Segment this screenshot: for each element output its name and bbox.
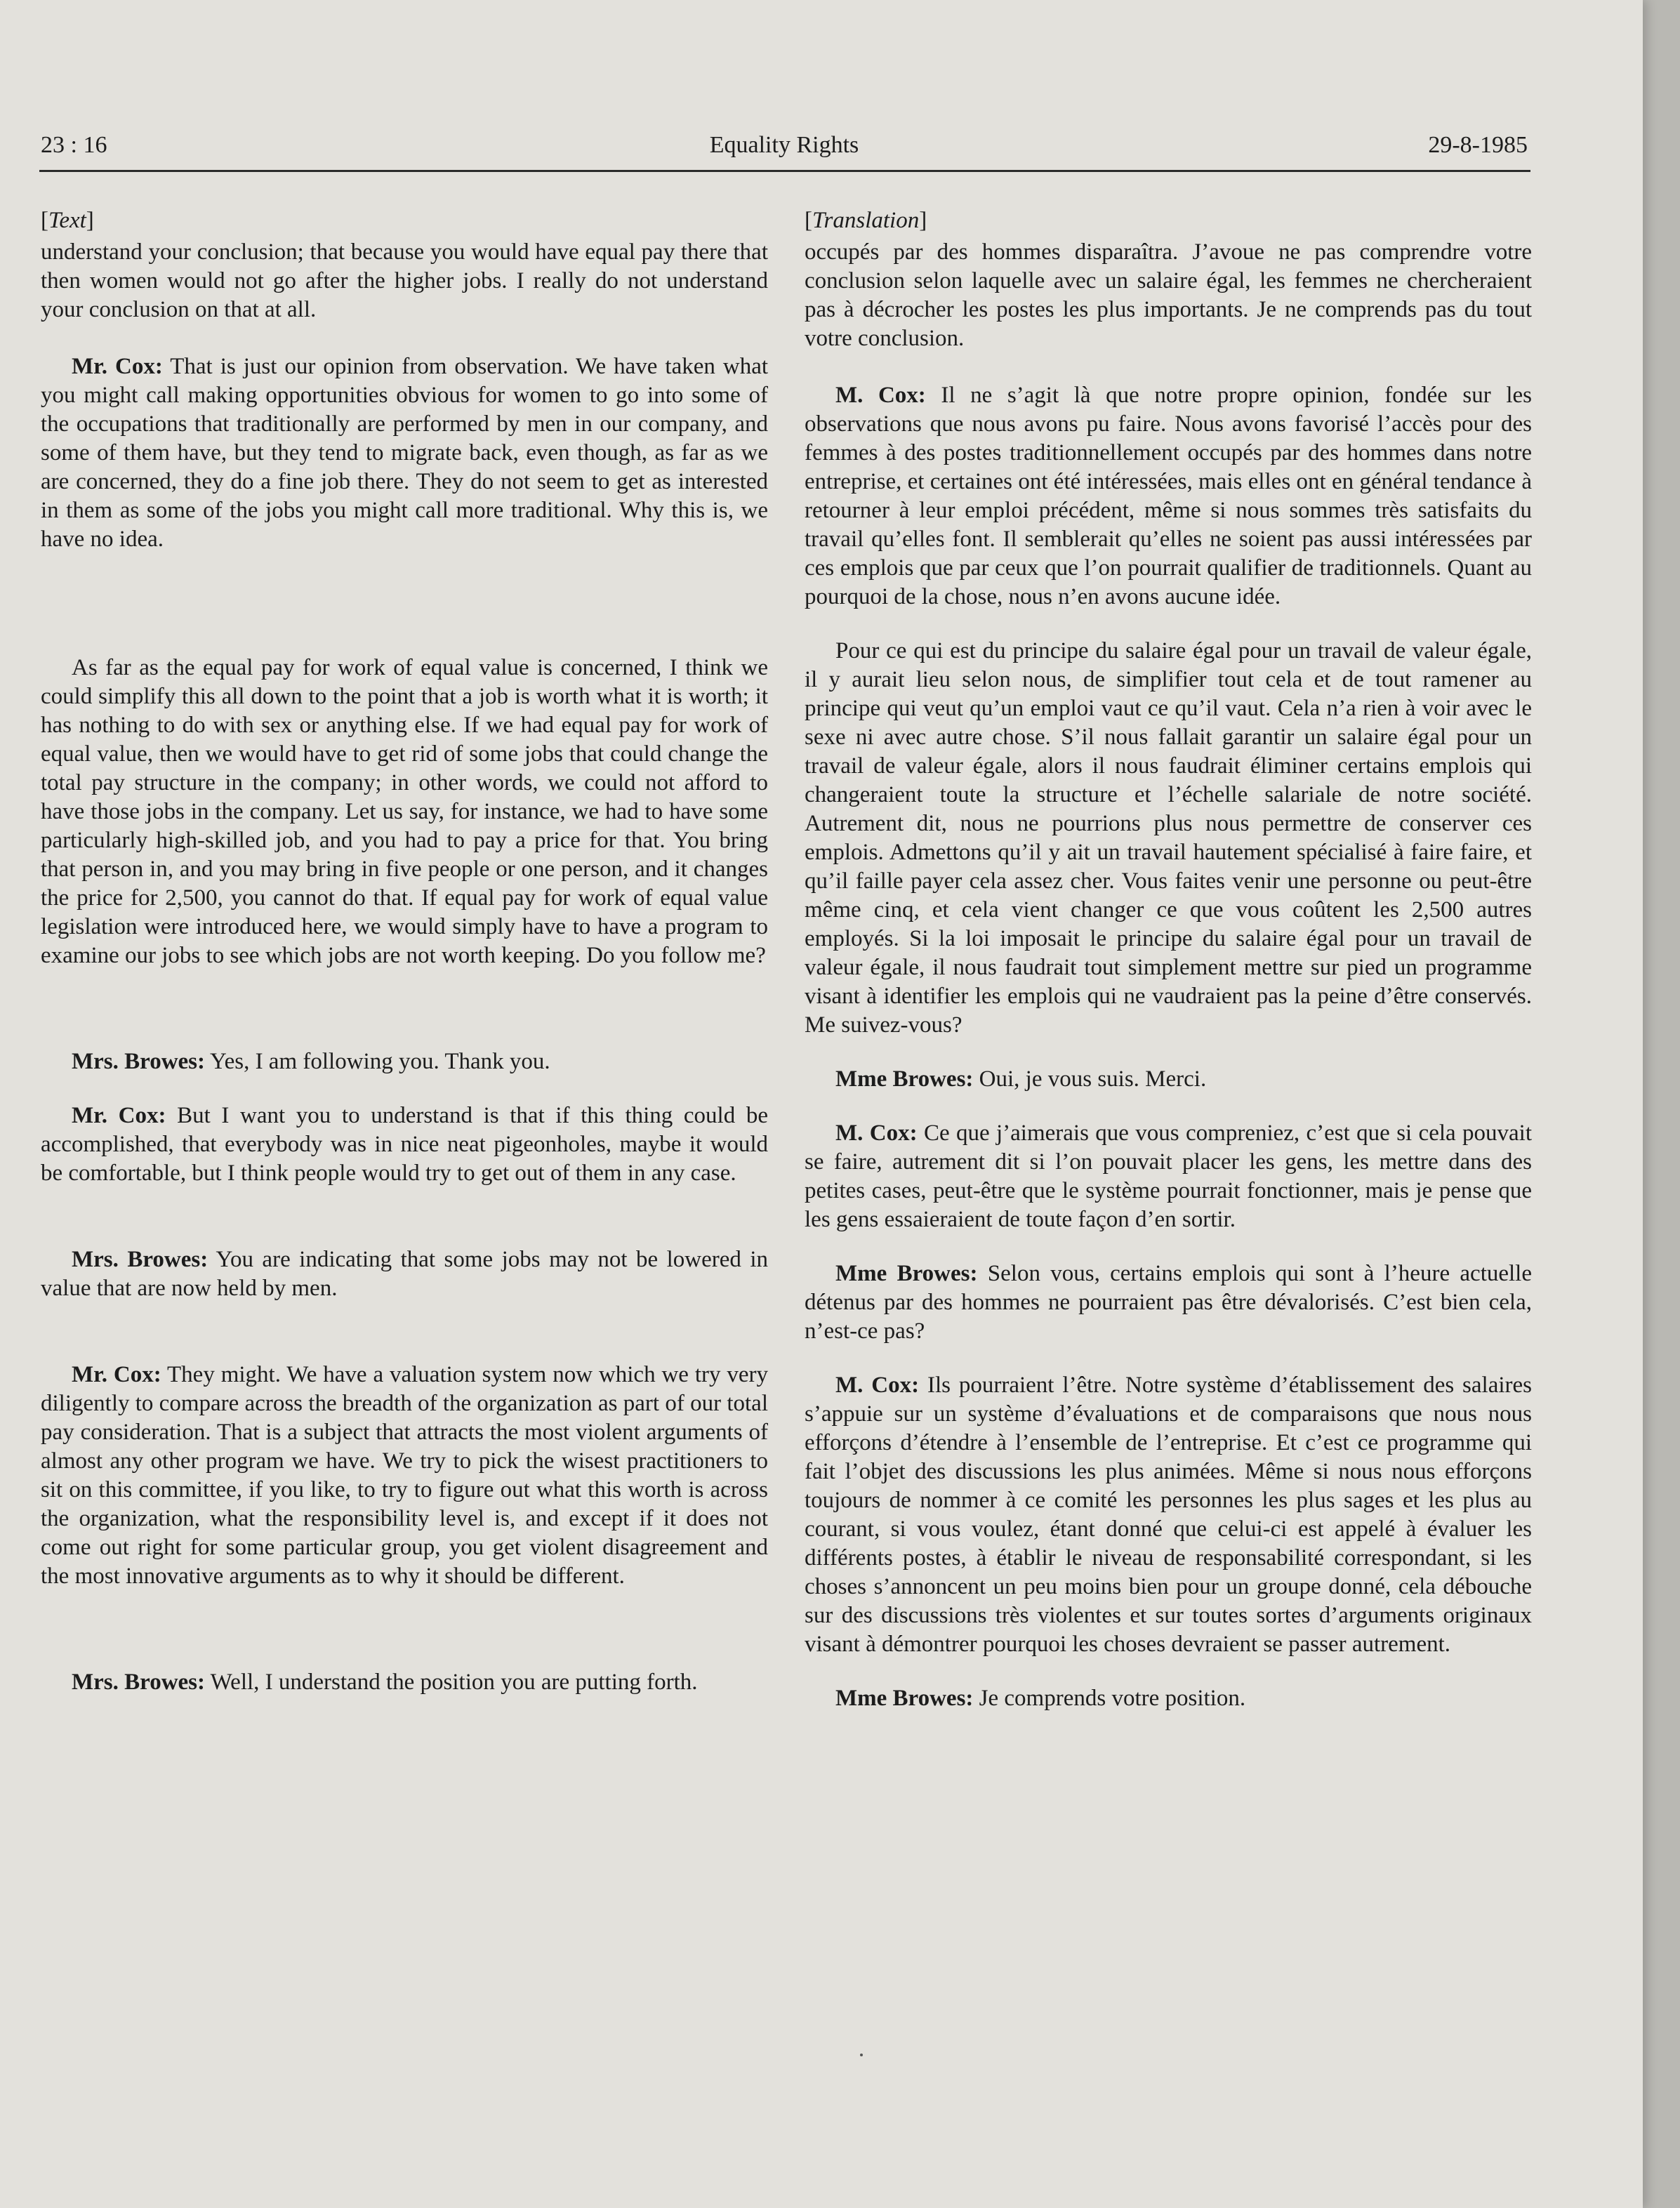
paragraph: Mrs. Browes: Well, I understand the position you are putting forth. bbox=[72, 1670, 698, 1695]
paragraph: M. Cox: Ils pourraient l’être. Notre système d’établissement des salaires s’appuie sur un système d’évaluations et de comparaisons que nous nous efforçons d’étendre à l’ensemble de l’entreprise. Et c’est ce programme qui fait l’objet des discussions les plus animées. Même si nous nous efforçons toujours de nommer à ce comité les personnes les plus sages et les plus au courant, si vous voulez, étant donné que celui-ci est appelé à évaluer les différents postes, à établir le niveau de responsabilité correspondant, si les choses s’annoncent un peu moins bien pour un groupe donné, cela débouche sur des discussions très violentes et sur toutes sortes d’arguments originaux visant à démontrer pourquoi les choses devraient se passer autrement. bbox=[805, 1373, 1533, 1657]
speaker-name: Mrs. Browes: bbox=[72, 1247, 209, 1272]
paragraph: Mr. Cox: That is just our opinion from observation. We have taken what you might call making opportunities obvious for women to go into some of the occupations that traditionally are performed by men in our company, and some of them have, but they tend to migrate back, even though, as far as we are concerned, they do a fine job there. They do not seem to get as interested in them as some of the jobs you might call more traditional. Why this is, we have no idea. bbox=[41, 354, 769, 552]
column-heading-text: [Text] bbox=[41, 208, 94, 233]
page-speck bbox=[860, 2054, 863, 2056]
speaker-name: Mme Browes: bbox=[835, 1261, 978, 1286]
header-rule bbox=[39, 170, 1530, 172]
english-column bbox=[41, 206, 768, 1697]
speaker-name: Mrs. Browes: bbox=[72, 1049, 206, 1074]
speaker-name: Mr. Cox: bbox=[72, 354, 163, 379]
continuation-paragraph: understand your conclusion; that because you would have equal pay there that then women would not go after the higher jobs. I really do not understand your conclusion on that at all. bbox=[41, 239, 768, 322]
speaker-name: M. Cox: bbox=[835, 1373, 920, 1398]
paragraph: M. Cox: Ce que j’aimerais que vous compreniez, c’est que si cela pouvait se faire, autrement dit si l’on pouvait placer les gens, les mettre dans des petites cases, peut-être que le système pourrait fonctionner, mais je pense que les gens essaieraient de toute façon d’en sortir. bbox=[805, 1120, 1533, 1232]
paragraph: Mrs. Browes: You are indicating that some jobs may not be lowered in value that are now held by men. bbox=[41, 1247, 768, 1301]
paragraph: Mr. Cox: But I want you to understand is that if this thing could be accomplished, that everybody was in nice neat pigeonholes, maybe it would be comfortable, but I think people would try to get out of them in any case. bbox=[41, 1103, 768, 1186]
continuation-paragraph: occupés par des hommes disparaîtra. J’avoue ne pas comprendre votre conclusion selon laquelle avec un salaire égal, les femmes ne chercheraient pas à décrocher les postes les plus importants. Je ne comprends pas du tout votre conclusion. bbox=[805, 239, 1532, 351]
paragraph: Mrs. Browes: Yes, I am following you. Thank you. bbox=[72, 1049, 550, 1074]
paragraph: Mme Browes: Je comprends votre position. bbox=[835, 1686, 1246, 1711]
speaker-name: M. Cox: bbox=[835, 383, 926, 408]
speaker-name: Mr. Cox: bbox=[72, 1362, 161, 1387]
paragraph: Mr. Cox: They might. We have a valuation system now which we try very diligently to compare across the breadth of the organization as part of our total pay consideration. That is a subject that attracts the most violent arguments of almost any other program we have. We try to pick the wisest practitioners to sit on this committee, if you like, to try to figure out what this worth is across the organization, what the responsibility level is, and except if it does not come out right for some particular group, you get violent disagreement and the most innovative arguments as to why it should be different. bbox=[41, 1362, 768, 1589]
paragraph: Mme Browes: Oui, je vous suis. Merci. bbox=[835, 1066, 1207, 1092]
paragraph: Mme Browes: Selon vous, certains emplois qui sont à l’heure actuelle détenus par des hommes ne pourraient pas être dévalorisés. C’est bien cela, n’est-ce pas? bbox=[805, 1261, 1532, 1344]
speaker-name: Mme Browes: bbox=[835, 1686, 974, 1711]
speaker-name: M. Cox: bbox=[835, 1120, 918, 1146]
header-date: 29-8-1985 bbox=[1428, 132, 1528, 158]
column-heading-translation: [Translation] bbox=[805, 208, 927, 233]
speaker-name: Mr. Cox: bbox=[72, 1103, 166, 1128]
paragraph: M. Cox: Il ne s’agit là que notre propre opinion, fondée sur les observations que nous avons pu faire. Nous avons favorisé l’accès pour des femmes à des postes traditionnellement occupés par des hommes dans notre entreprise, et certaines ont été intéressées, mais elles ont en général tendance à retourner à leur emploi précédent, même si nous sommes très satisfaits du travail qu’elles font. Il semblerait qu’elles ne soient pas aussi intéressées par ces emplois que par ceux que l’on pourrait qualifier de traditionnels. Quant au pourquoi de la chose, nous n’en avons aucune idée. bbox=[805, 383, 1533, 609]
running-title: Equality Rights bbox=[709, 132, 859, 158]
page-header bbox=[41, 132, 1528, 167]
french-column bbox=[805, 206, 1532, 1713]
page-number: 23 : 16 bbox=[41, 132, 107, 158]
speaker-name: Mme Browes: bbox=[835, 1066, 974, 1092]
paragraph: Pour ce qui est du principe du salaire égal pour un travail de valeur égale, il y aurait lieu selon nous, de simplifier tout cela et de tout ramener au principe qui veut qu’un emploi vaut ce qu’il vaut. Cela n’a rien à voir avec le sexe ni avec autre chose. S’il nous fallait garantir un salaire égal pour un travail de valeur égale, alors il nous faudrait éliminer certains emplois qui changeraient toute la structure et l’échelle salariale de notre société. Autrement dit, nous ne pourrions plus nous permettre de conserver ces emplois. Admettons qu’il y ait un travail hautement spécialisé à faire faire, et qu’il faille payer cela assez cher. Vous faites venir une personne ou peut-être même cinq, et cela vient changer ce que vous coûtent les 2,500 autres employés. Si la loi imposait le principe du salaire égal pour un travail de valeur égale, il nous faudrait tout simplement mettre sur pied un programme visant à identifier les emplois qui ne vaudraient pas la peine d’être conservés. Me suivez-vous? bbox=[805, 638, 1532, 1038]
paragraph: As far as the equal pay for work of equal value is concerned, I think we could simplify this all down to the point that a job is worth what it is worth; it has nothing to do with sex or anything else. If we had equal pay for work of equal value, then we would have to get rid of some jobs that could change the total pay structure in the company; in other words, we could not afford to have those jobs in the company. Let us say, for instance, we had to have some particularly high-skilled job, and you had to pay a price for that. You bring that person in, and you may bring in five people or one person, and it changes the price for 2,500, you cannot do that. If equal pay for work of equal value legislation were introduced here, we would simply have to have a program to examine our jobs to see which jobs are not worth keeping. Do you follow me? bbox=[41, 655, 768, 968]
speaker-name: Mrs. Browes: bbox=[72, 1670, 206, 1695]
